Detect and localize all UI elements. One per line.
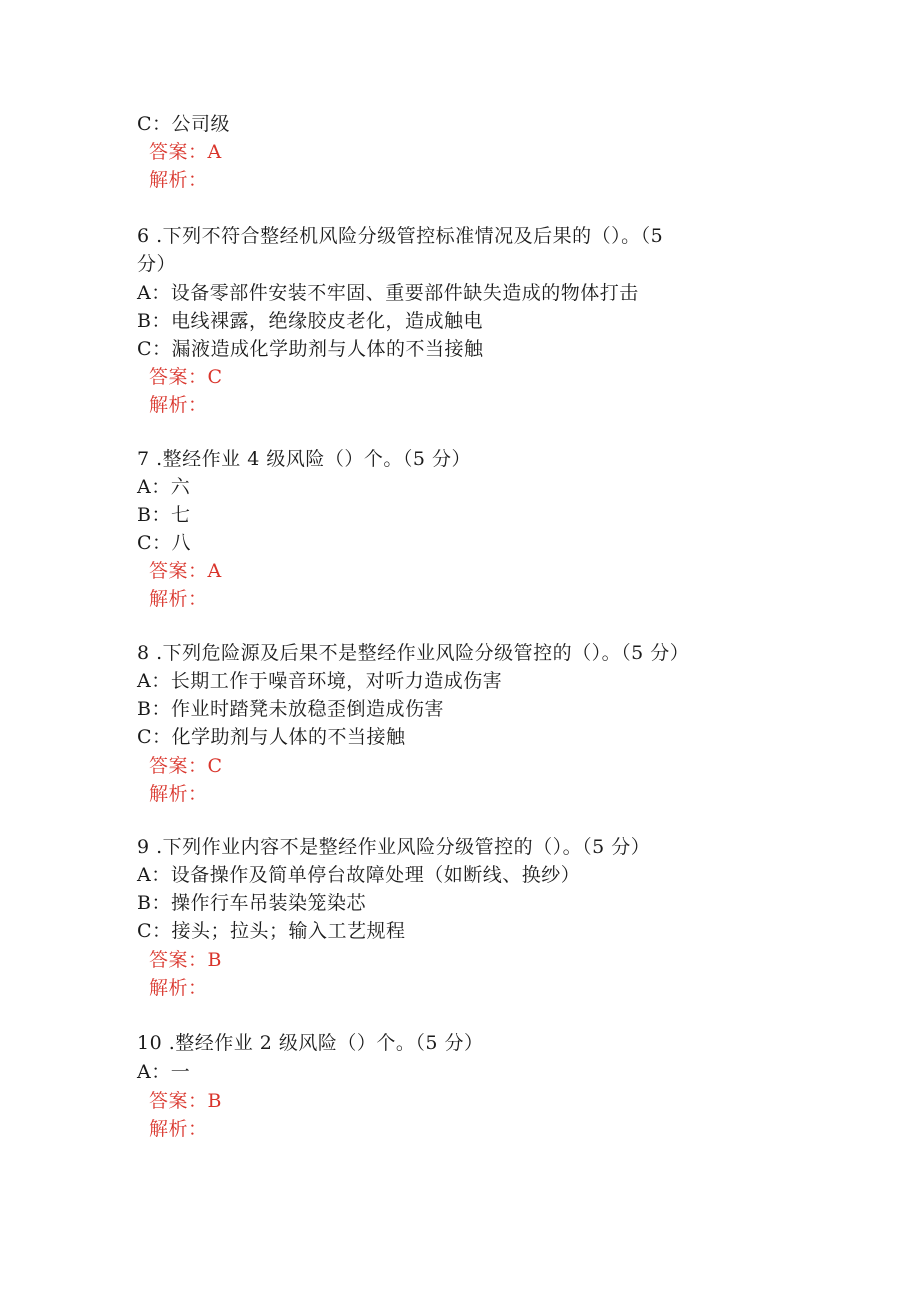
q8-analysis: 解析： xyxy=(149,783,208,805)
q6-analysis: 解析： xyxy=(149,394,208,416)
q10-stem: 10 .整经作业 2 级风险（）个。（5 分） xyxy=(137,1032,484,1054)
q6-answer: 答案：C xyxy=(149,366,223,388)
q5-option-c: C：公司级 xyxy=(137,113,231,135)
q7-analysis: 解析： xyxy=(149,588,208,610)
q6-stem-continued: 分） xyxy=(137,253,177,275)
q9-option-c: C：接头；拉头；输入工艺规程 xyxy=(137,920,406,942)
q8-option-a: A：长期工作于噪音环境，对听力造成伤害 xyxy=(137,670,503,692)
q9-stem: 9 .下列作业内容不是整经作业风险分级管控的（）。（5 分） xyxy=(137,836,651,858)
q5-analysis: 解析： xyxy=(149,169,208,191)
q10-analysis: 解析： xyxy=(149,1118,208,1140)
q9-option-a: A：设备操作及简单停台故障处理（如断线、换纱） xyxy=(137,864,581,886)
q7-option-a: A：六 xyxy=(137,476,191,498)
q6-option-b: B：电线裸露，绝缘胶皮老化，造成触电 xyxy=(137,310,483,332)
q10-answer: 答案：B xyxy=(149,1090,222,1112)
q7-answer: 答案：A xyxy=(149,560,222,582)
q8-stem: 8 .下列危险源及后果不是整经作业风险分级管控的（）。（5 分） xyxy=(137,642,690,664)
q8-option-c: C：化学助剂与人体的不当接触 xyxy=(137,726,406,748)
q7-option-b: B：七 xyxy=(137,504,191,526)
q6-option-a: A：设备零部件安装不牢固、重要部件缺失造成的物体打击 xyxy=(137,282,639,304)
q9-answer: 答案：B xyxy=(149,949,222,971)
q9-option-b: B：操作行车吊装染笼染芯 xyxy=(137,892,366,914)
q7-stem: 7 .整经作业 4 级风险（）个。（5 分） xyxy=(137,448,471,470)
q7-option-c: C：八 xyxy=(137,532,192,554)
q6-option-c: C：漏液造成化学助剂与人体的不当接触 xyxy=(137,338,484,360)
q10-option-a: A：一 xyxy=(137,1061,191,1083)
q8-answer: 答案：C xyxy=(149,755,223,777)
q6-stem: 6 .下列不符合整经机风险分级管控标准情况及后果的（）。（5 xyxy=(137,225,664,247)
q5-answer: 答案：A xyxy=(149,141,222,163)
q8-option-b: B：作业时踏凳未放稳歪倒造成伤害 xyxy=(137,698,444,720)
q9-analysis: 解析： xyxy=(149,977,208,999)
